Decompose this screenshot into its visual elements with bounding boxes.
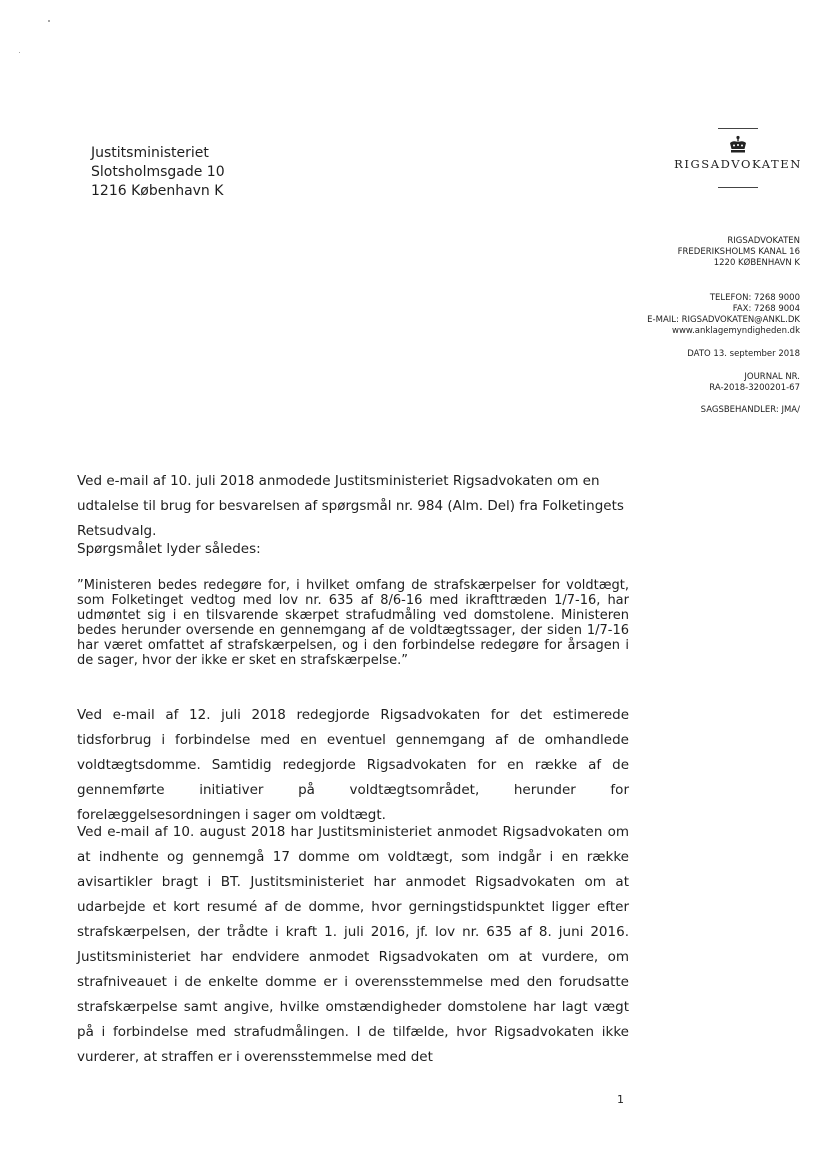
paragraph-request: Ved e-mail af 10. juli 2018 anmodede Justitsministeriet Rigsadvokaten om en udtalelse til brug for besvarelsen af spørgsmål nr. 984 (Alm. Del) fra Folketingets Retsudvalg. bbox=[77, 473, 624, 539]
phone-number: TELEFON: 7268 9000 bbox=[709, 293, 800, 303]
website: www.anklagemyndigheden.dk bbox=[672, 326, 800, 336]
recipient-name: Justitsministeriet bbox=[91, 145, 209, 161]
recipient-city: 1216 København K bbox=[91, 183, 224, 199]
crown-icon bbox=[727, 135, 749, 155]
journal-label: JOURNAL NR. bbox=[744, 372, 800, 382]
recipient-address bbox=[91, 144, 225, 201]
contact-info bbox=[647, 293, 800, 337]
sender-city: 1220 KØBENHAVN K bbox=[713, 258, 800, 268]
logo-top-rule bbox=[718, 128, 758, 129]
paragraph-july-reply: Ved e-mail af 12. juli 2018 redegjorde Rigsadvokaten for det estimerede tidsforbrug i forbindelse med en eventuel gennemgang af de omhandlede voldtægtsdomme. Samtidig redegjorde Rigsadvokaten for en række af de gennemførte initiativer på voldtægtsområdet, herunder for forelæggelsesordningen i sager om voldtægt. bbox=[77, 707, 629, 823]
letter-date: DATO 13. september 2018 bbox=[687, 349, 800, 359]
sender-address bbox=[678, 236, 800, 269]
fax-number: FAX: 7268 9004 bbox=[732, 304, 800, 314]
paragraph-august-request: Ved e-mail af 10. august 2018 har Justitsministeriet anmodet Rigsadvokaten om at indhente og gennemgå 17 domme om voldtægt, som indgår i en række avisartikler bragt i BT. Justitsministeriet har anmodet Rigsadvokaten om at udarbejde et kort resumé af de domme, hvor gerningstidspunktet ligger efter strafskærpelsen, der trådte i kraft 1. juli 2016, jf. lov nr. 635 af 8. juni 2016. Justitsministeriet har endvidere anmodet Rigsadvokaten om at vurdere, om strafniveauet i de enkelte domme er i overensstemmelse med den forudsatte strafskærpelse samt angive, hvilke omstændigheder domstolene har lagt vægt på i forbindelse med strafudmålingen. I de tilfælde, hvor Rigsadvokaten ikke vurderer, at straffen er i overensstemmelse med det bbox=[77, 824, 629, 1065]
sender-street: FREDERIKSHOLMS KANAL 16 bbox=[677, 247, 800, 257]
journal-number-block bbox=[709, 372, 800, 394]
scan-speck bbox=[48, 20, 50, 22]
scan-speck bbox=[19, 52, 20, 53]
logo-wordmark: RIGSADVOKATEN bbox=[674, 157, 802, 171]
caseworker: SAGSBEHANDLER: JMA/ bbox=[700, 405, 800, 415]
rigsadvokaten-logo bbox=[668, 128, 808, 188]
email-address: E-MAIL: RIGSADVOKATEN@ANKL.DK bbox=[647, 315, 800, 325]
journal-number: RA-2018-3200201-67 bbox=[709, 383, 800, 393]
page-number: 1 bbox=[617, 1093, 624, 1106]
recipient-street: Slotsholmsgade 10 bbox=[91, 164, 225, 180]
sender-name: RIGSADVOKATEN bbox=[727, 236, 800, 246]
paragraph-question-intro: Spørgsmålet lyder således: bbox=[77, 541, 261, 557]
logo-bottom-rule bbox=[718, 187, 758, 188]
question-quote: ”Ministeren bedes redegøre for, i hvilket omfang de strafskærpelser for voldtægt, som Folketinget vedtog med lov nr. 635 af 8/6-16 med ikrafttræden 1/7-16, har udmøntet sig i en tilsvarende skærpet strafudmåling ved domstolene. Ministeren bedes herunder oversende en gennemgang af de voldtægtssager, der siden 1/7-16 har været omfattet af strafskærpelsen, og i den forbindelse redegøre for årsagen i de sager, hvor der ikke er sket en strafskærpelse.” bbox=[77, 578, 629, 668]
